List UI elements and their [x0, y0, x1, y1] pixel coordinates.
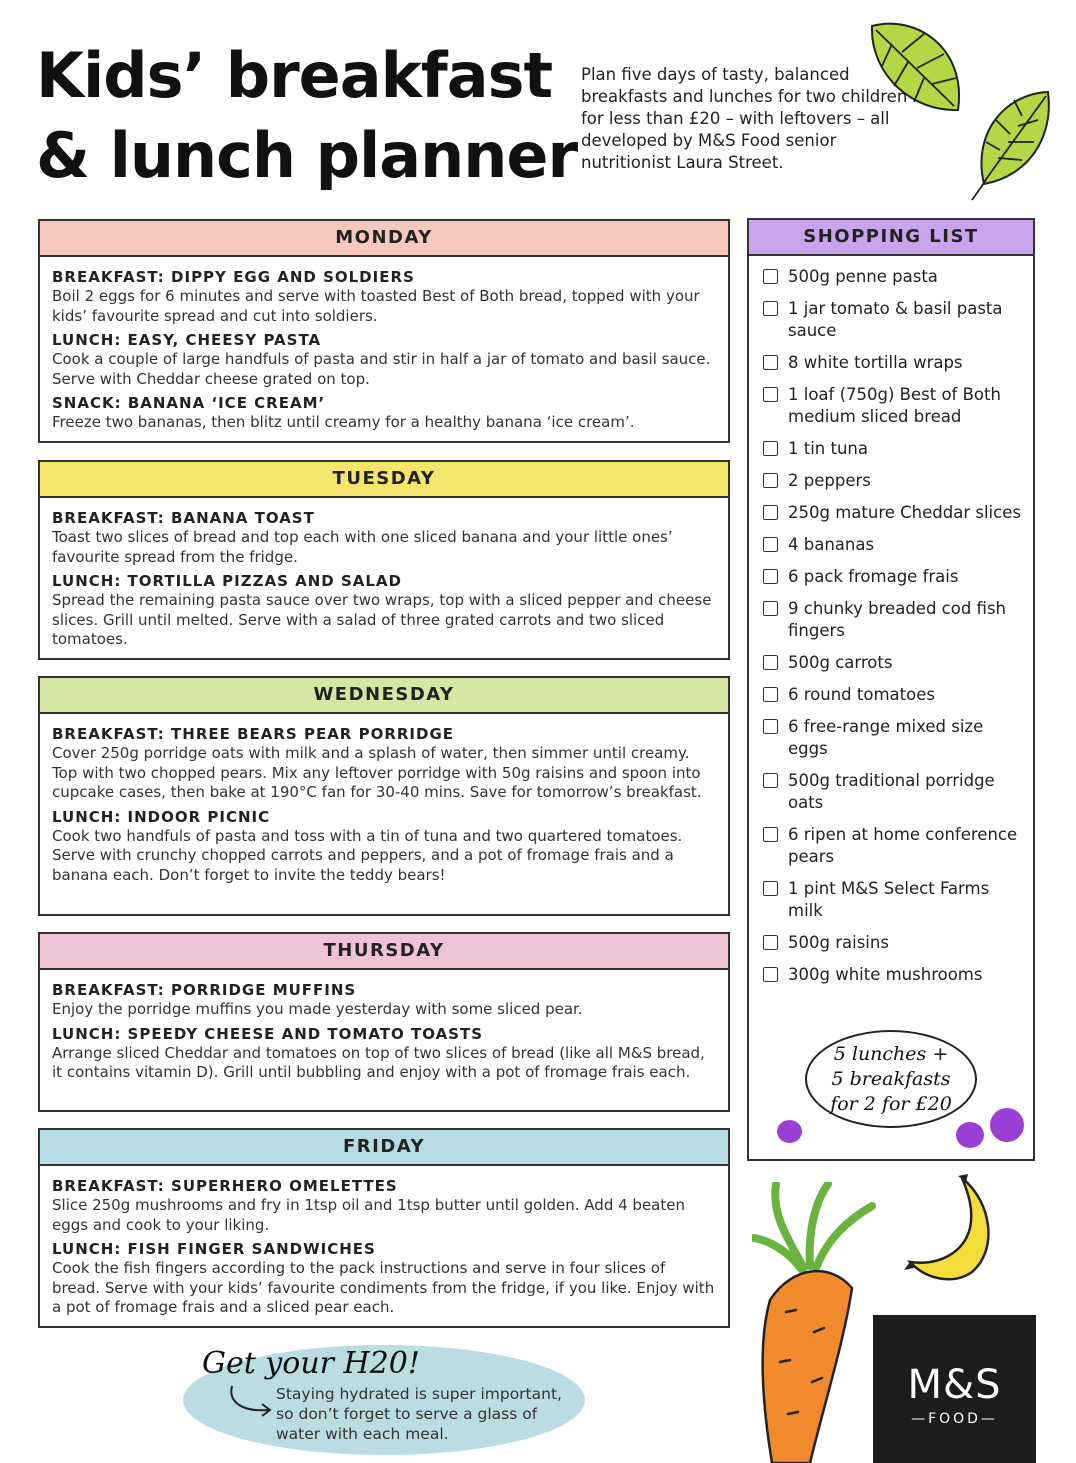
meal-title: BREAKFAST: DIPPY EGG AND SOLDIERS — [52, 268, 415, 286]
day-friday — [38, 1128, 730, 1328]
shopping-items — [749, 256, 1033, 986]
shopping-item-label: 300g white mushrooms — [788, 965, 983, 984]
meal-title: SNACK: BANANA ‘ICE CREAM’ — [52, 394, 326, 412]
shopping-item — [763, 534, 1025, 556]
meal-text: Slice 250g mushrooms and fry in 1tsp oil and 1tsp butter until golden. Add 4 beaten eggs and cook to your liking. — [52, 1196, 685, 1234]
price-badge — [805, 1030, 977, 1128]
day-thursday — [38, 932, 730, 1112]
meal-text: Enjoy the porridge muffins you made yesterday with some sliced pear. — [52, 1000, 583, 1018]
checkbox[interactable] — [763, 827, 778, 842]
badge-line-3: for 2 for £20 — [830, 1092, 952, 1115]
meal-title: LUNCH: INDOOR PICNIC — [52, 807, 271, 826]
checkbox[interactable] — [763, 569, 778, 584]
badge-line-2: 5 breakfasts — [831, 1067, 951, 1090]
shopping-list — [747, 218, 1035, 1161]
shopping-item-label: 6 ripen at home conference pears — [788, 825, 1018, 866]
berry-icon — [777, 1120, 802, 1143]
shopping-item-label: 6 pack fromage frais — [788, 567, 959, 586]
shopping-item-label: 250g mature Cheddar slices — [788, 503, 1021, 522]
day-wednesday — [38, 676, 730, 916]
shopping-item-label: 4 bananas — [788, 535, 875, 554]
meal-text: Freeze two bananas, then blitz until creamy for a healthy banana ‘ice cream’. — [52, 413, 635, 431]
checkbox[interactable] — [763, 967, 778, 982]
checkbox[interactable] — [763, 601, 778, 616]
meal-text: Cook a couple of large handfuls of pasta and stir in half a jar of tomato and basil sauce. Serve with Cheddar cheese grated on top. — [52, 350, 711, 388]
checkbox[interactable] — [763, 719, 778, 734]
title-line-2: & lunch planner — [36, 119, 578, 192]
shopping-item — [763, 470, 1025, 492]
page-title — [36, 36, 577, 196]
shopping-item-label: 1 loaf (750g) Best of Both medium sliced bread — [788, 385, 1001, 426]
checkbox[interactable] — [763, 355, 778, 370]
carrot-icon — [752, 1182, 876, 1463]
shopping-item-label: 500g penne pasta — [788, 267, 938, 286]
checkbox[interactable] — [763, 687, 778, 702]
day-heading: THURSDAY — [40, 934, 728, 970]
berry-icon — [956, 1122, 984, 1148]
arrow-icon — [226, 1384, 276, 1418]
shopping-item-label: 6 free-range mixed size eggs — [788, 717, 984, 758]
shopping-item — [763, 566, 1025, 588]
shopping-item — [763, 298, 1025, 342]
shopping-item — [763, 932, 1025, 954]
shopping-item — [763, 352, 1025, 374]
shopping-item — [763, 384, 1025, 428]
meal-title: BREAKFAST: THREE BEARS PEAR PORRIDGE — [52, 725, 455, 743]
shopping-item-label: 6 round tomatoes — [788, 685, 935, 704]
meal-text: Toast two slices of bread and top each with one sliced banana and your little ones’ favourite spread from the fridge. — [52, 528, 673, 566]
shopping-item-label: 8 white tortilla wraps — [788, 353, 963, 372]
checkbox[interactable] — [763, 655, 778, 670]
shopping-item — [763, 964, 1025, 986]
leaf-icon — [962, 86, 1054, 204]
badge-line-1: 5 lunches + — [833, 1042, 949, 1065]
meal-text: Spread the remaining pasta sauce over two wraps, top with a sliced pepper and cheese slices. Grill until melted. Serve with a salad of three grated carrots and two sliced tomatoes. — [52, 591, 712, 648]
checkbox[interactable] — [763, 269, 778, 284]
checkbox[interactable] — [763, 387, 778, 402]
shopping-list-heading: SHOPPING LIST — [749, 220, 1033, 256]
checkbox[interactable] — [763, 537, 778, 552]
meal-text: Cook the fish fingers according to the pack instructions and serve in four slices of bread. Serve with your kids’ favourite condiments from the fridge, if you like. Enjoy with a pot of fromage frais and a sliced pear each. — [52, 1259, 715, 1316]
shopping-item-label: 500g raisins — [788, 933, 889, 952]
intro-text: Plan five days of tasty, balanced breakfasts and lunches for two children for less than £20 – with leftovers – all developed by M&S Food senior nutritionist Laura Street. — [581, 65, 908, 172]
day-heading: WEDNESDAY — [40, 678, 728, 714]
leaf-icon — [862, 14, 972, 124]
shopping-item-label: 500g carrots — [788, 653, 893, 672]
shopping-item — [763, 438, 1025, 460]
logo-main: M&S — [907, 1362, 1002, 1408]
berry-icon — [990, 1108, 1024, 1142]
meal-text: Cook two handfuls of pasta and toss with a tin of tuna and two quartered tomatoes. Serve with crunchy chopped carrots and peppers, and a pot of fromage frais and a banana each. Don’t forget to invite the teddy bears! — [52, 826, 683, 884]
meal-title: BREAKFAST: PORRIDGE MUFFINS — [52, 981, 357, 999]
water-tip-text: Staying hydrated is super important, so don’t forget to serve a glass of water with each meal. — [276, 1385, 562, 1443]
shopping-item — [763, 598, 1025, 642]
day-tuesday — [38, 460, 730, 660]
ms-food-logo — [873, 1315, 1036, 1463]
shopping-item — [763, 502, 1025, 524]
meal-title: LUNCH: TORTILLA PIZZAS AND SALAD — [52, 572, 402, 590]
shopping-item — [763, 266, 1025, 288]
meal-title: LUNCH: EASY, CHEESY PASTA — [52, 331, 322, 349]
shopping-item-label: 9 chunky breaded cod fish fingers — [788, 599, 1006, 640]
shopping-item — [763, 878, 1025, 922]
day-heading: TUESDAY — [40, 462, 728, 498]
logo-sub: —FOOD— — [911, 1411, 998, 1427]
day-monday — [38, 219, 730, 443]
title-line-1: Kids’ breakfast — [36, 39, 553, 112]
shopping-item-label: 1 pint M&S Select Farms milk — [788, 879, 990, 920]
meal-text: Boil 2 eggs for 6 minutes and serve with toasted Best of Both bread, topped with your kids’ favourite spread and cut into soldiers. — [52, 287, 700, 325]
checkbox[interactable] — [763, 473, 778, 488]
checkbox[interactable] — [763, 505, 778, 520]
shopping-item — [763, 652, 1025, 674]
shopping-item — [763, 716, 1025, 760]
meal-title: LUNCH: FISH FINGER SANDWICHES — [52, 1240, 376, 1258]
meal-title: BREAKFAST: BANANA TOAST — [52, 509, 315, 527]
shopping-item-label: 2 peppers — [788, 471, 871, 490]
shopping-item — [763, 770, 1025, 814]
checkbox[interactable] — [763, 935, 778, 950]
shopping-item-label: 1 jar tomato & basil pasta sauce — [788, 299, 1003, 340]
meal-title: LUNCH: SPEEDY CHEESE AND TOMATO TOASTS — [52, 1024, 484, 1043]
meal-text: Arrange sliced Cheddar and tomatoes on top of two slices of bread (like all M&S bread, it contains vitamin D). Grill until bubbling and enjoy with a pot of fromage frais each. — [52, 1043, 705, 1081]
shopping-item-label: 500g traditional porridge oats — [788, 771, 995, 812]
checkbox[interactable] — [763, 773, 778, 788]
shopping-item — [763, 824, 1025, 868]
day-heading: FRIDAY — [40, 1130, 728, 1166]
shopping-item-label: 1 tin tuna — [788, 439, 868, 458]
checkbox[interactable] — [763, 441, 778, 456]
meal-text: Cover 250g porridge oats with milk and a splash of water, then simmer until creamy. Top with two chopped pears. Mix any leftover porridge with 50g raisins and spoon into cupcake cases, then bake at 190°C fan for 30-40 mins. Save for tomorrow’s breakfast. — [52, 744, 702, 801]
shopping-item — [763, 684, 1025, 706]
day-heading: MONDAY — [40, 221, 728, 257]
water-tip-title: Get your H20! — [202, 1346, 420, 1381]
banana-icon — [900, 1172, 1012, 1292]
checkbox[interactable] — [763, 301, 778, 316]
checkbox[interactable] — [763, 881, 778, 896]
meal-title: BREAKFAST: SUPERHERO OMELETTES — [52, 1177, 398, 1195]
